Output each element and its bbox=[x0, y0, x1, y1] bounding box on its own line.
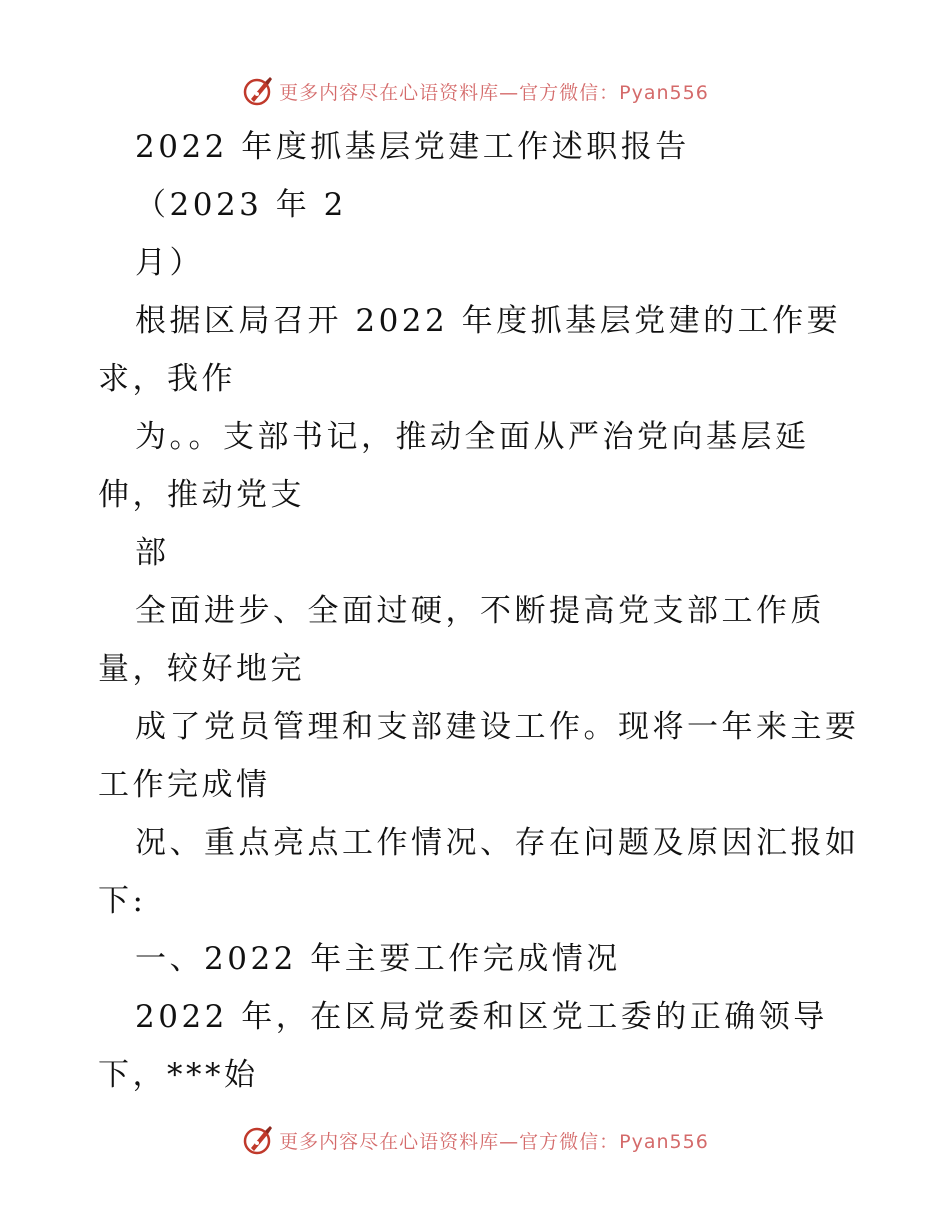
paragraph-line: （2023 年 2 bbox=[135, 187, 347, 223]
document-body bbox=[98, 118, 868, 1104]
paragraph-line: 部 bbox=[135, 535, 170, 571]
paragraph-line: 量，较好地完 bbox=[98, 651, 305, 687]
watermark-banner-bottom bbox=[0, 1120, 950, 1160]
paragraph-line: 根据区局召开 2022 年度抓基层党建的工作要 bbox=[135, 303, 842, 339]
section-heading: 一、2022 年主要工作完成情况 bbox=[135, 941, 621, 977]
paragraph-line: 工作完成情 bbox=[98, 767, 271, 803]
paragraph-line: 为。。支部书记，推动全面从严治党向基层延 bbox=[135, 419, 810, 455]
watermark-text: 更多内容尽在心语资料库—官方微信：Pyan556 bbox=[279, 81, 709, 104]
watermark-banner-top bbox=[0, 71, 950, 111]
pen-nib-logo-icon bbox=[241, 1123, 275, 1157]
pen-nib-logo-icon bbox=[241, 74, 275, 108]
paragraph-line: 2022 年，在区局党委和区党工委的正确领导 bbox=[135, 999, 828, 1035]
watermark-text: 更多内容尽在心语资料库—官方微信：Pyan556 bbox=[279, 1130, 709, 1153]
paragraph-line: 下，***始 bbox=[98, 1057, 259, 1093]
paragraph-line: 下: bbox=[98, 883, 147, 919]
paragraph-line: 况、重点亮点工作情况、存在问题及原因汇报如 bbox=[135, 825, 860, 861]
paragraph-line: 伸，推动党支 bbox=[98, 477, 305, 513]
document-title: 2022 年度抓基层党建工作述职报告 bbox=[135, 129, 690, 165]
paragraph-line: 求，我作 bbox=[98, 361, 236, 397]
paragraph-line: 成了党员管理和支部建设工作。现将一年来主要 bbox=[135, 709, 860, 745]
paragraph-line: 月） bbox=[135, 245, 204, 281]
paragraph-line: 全面进步、全面过硬，不断提高党支部工作质 bbox=[135, 593, 825, 629]
